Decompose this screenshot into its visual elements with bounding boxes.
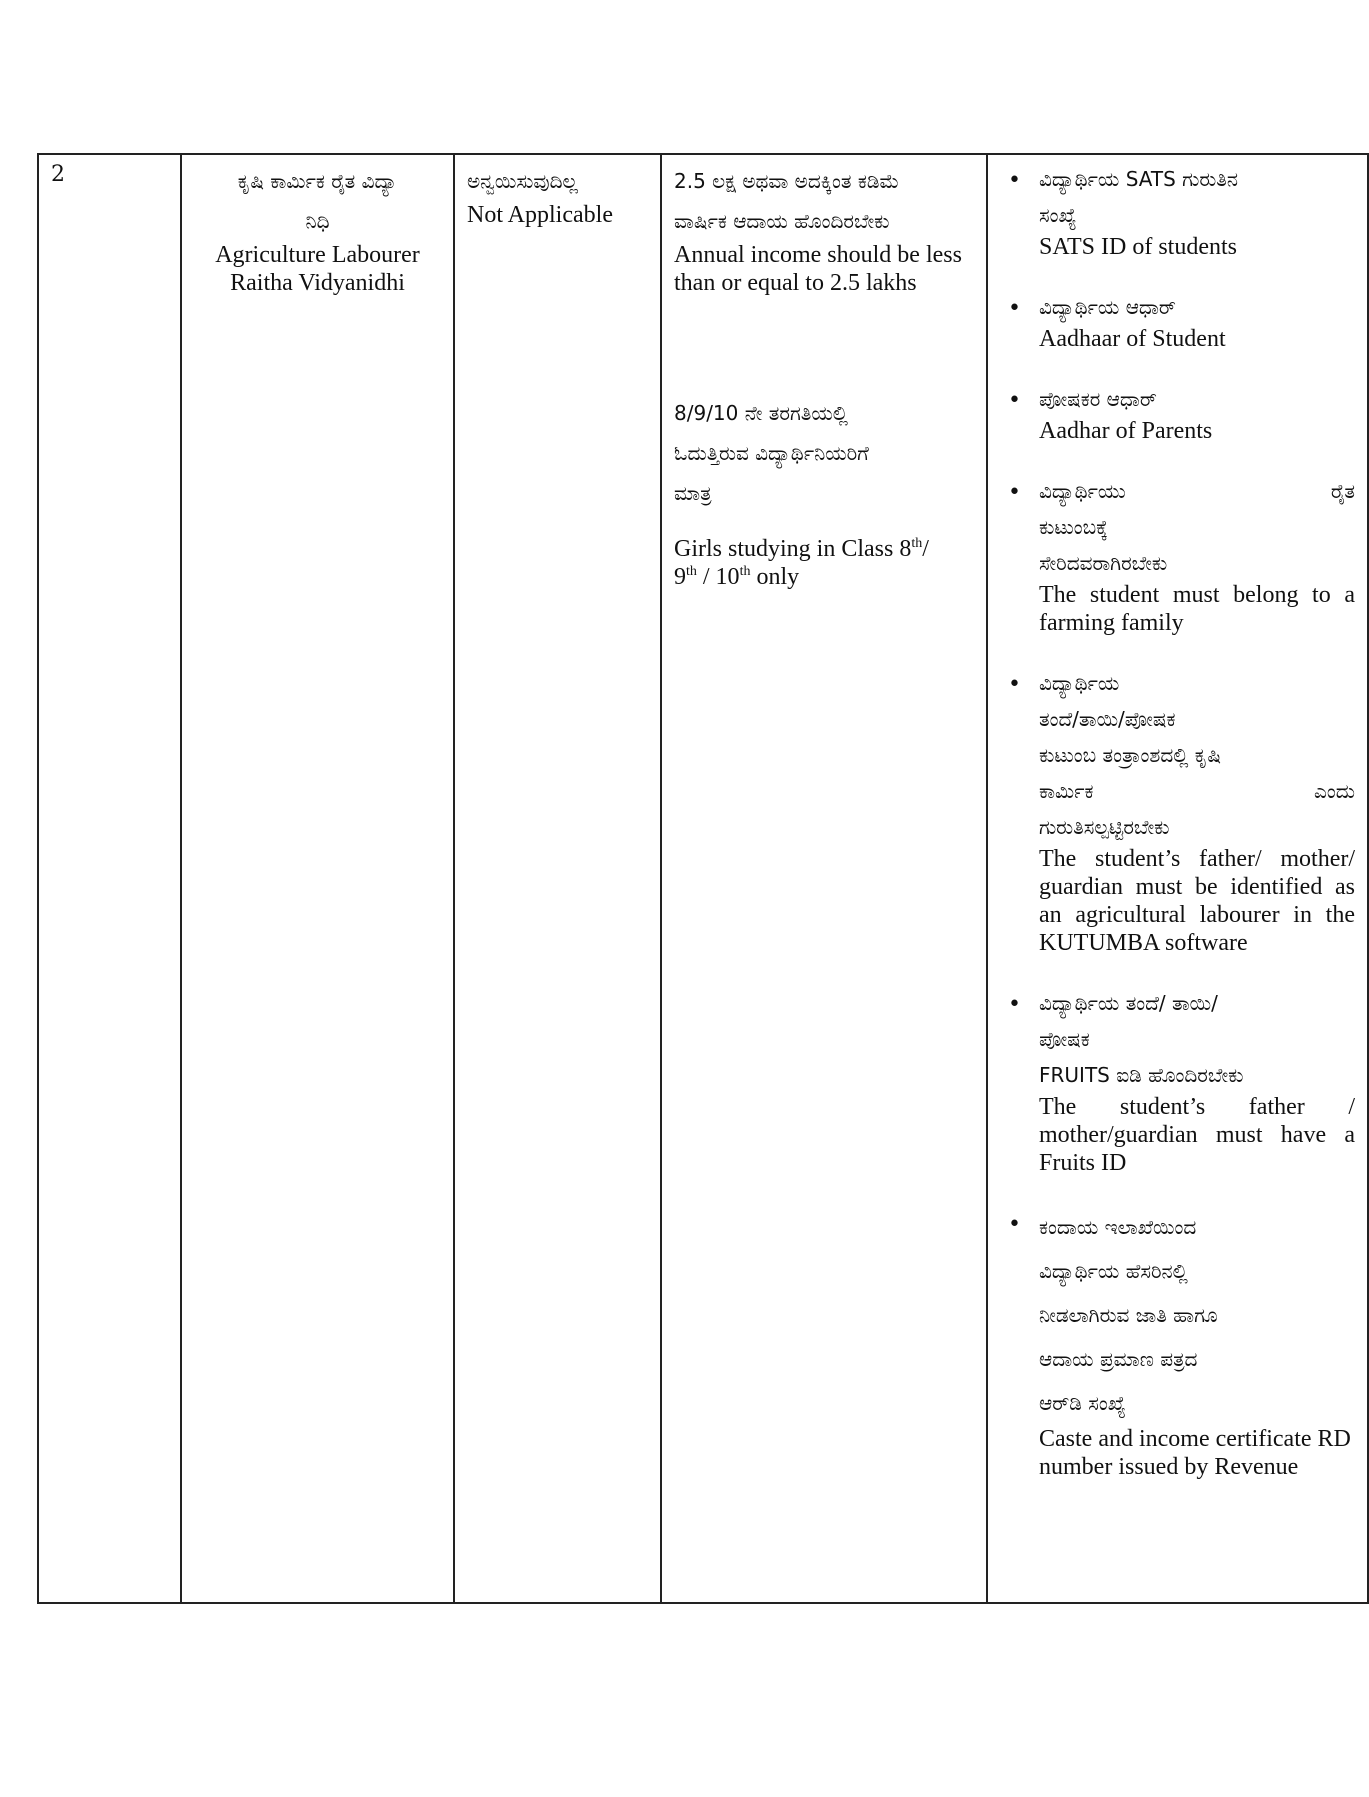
scheme-table — [37, 153, 1369, 1604]
list-item: • ವಿದ್ಯಾರ್ಥಿಯು ರೈತ ಕುಟುಂಬಕ್ಕೆ ಸೇರಿದವರಾಗಿರಬೇಕು The student must belong to a farming family — [1000, 473, 1355, 637]
list-item: • ವಿದ್ಯಾರ್ಥಿಯ ತಂದೆ/ ತಾಯಿ/ ಪೋಷಕ FRUITS ಐಡಿ ಹೊಂದಿರಬೇಕು The student’s father / mother/guardian must have a Fruits ID — [1000, 985, 1355, 1177]
documents-list — [1000, 161, 1355, 1481]
bullet-icon: • — [1008, 296, 1021, 321]
bullet-icon: • — [1008, 992, 1021, 1017]
scheme-name-english: Agriculture Labourer Raitha Vidyanidhi — [215, 242, 420, 296]
bullet-icon: • — [1008, 388, 1021, 413]
bullet-icon: • — [1008, 672, 1021, 697]
class-criteria-kannada: 8/9/10 ನೇ ತರಗತಿಯಲ್ಲಿ ಓದುತ್ತಿರುವ ವಿದ್ಯಾರ್ಥಿನಿಯರಿಗೆ ಮಾತ್ರ — [674, 401, 869, 505]
list-item: • ಕಂದಾಯ ಇಲಾಖೆಯಿಂದ ವಿದ್ಯಾರ್ಥಿಯ ಹೆಸರಿನಲ್ಲಿ ನೀಡಲಾಗಿರುವ ಜಾತಿ ಹಾಗೂ ಆದಾಯ ಪ್ರಮಾಣ ಪತ್ರದ ಆರ್‌ಡಿ ಸಂಖ್ಯೆ Caste and income certificate RD number issued by Revenue — [1000, 1205, 1355, 1481]
table-row — [38, 154, 1368, 1603]
income-criteria-kannada: 2.5 ಲಕ್ಷ ಅಥವಾ ಅದಕ್ಕಿಂತ ಕಡಿಮೆ ವಾರ್ಷಿಕ ಆದಾಯ ಹೊಂದಿರಬೇಕು — [674, 169, 900, 233]
scheme-name-kannada: ಕೃಷಿ ಕಾರ್ಮಿಕ ರೈತ ವಿದ್ಯಾ ನಿಧಿ — [237, 169, 398, 233]
eligibility-cell — [661, 154, 987, 1603]
applicability-kannada: ಅನ್ವಯಿಸುವುದಿಲ್ಲ — [467, 169, 578, 193]
list-item: • ವಿದ್ಯಾರ್ಥಿಯ ತಂದೆ/ತಾಯಿ/ಪೋಷಕ ಕುಟುಂಬ ತಂತ್ರಾಂಶದಲ್ಲಿ ಕೃಷಿ ಕಾರ್ಮಿಕ ಎಂದು ಗುರುತಿಸಲ್ಪಟ್ಟಿರಬೇಕು The student’s father/ mother/ guardian must be identified as an agricultural labourer in the KUTUMBA software — [1000, 665, 1355, 957]
class-criteria-english: Girls studying in Class 8th/ 9th / 10th only — [674, 536, 929, 590]
documents-cell — [987, 154, 1368, 1603]
list-item: • ವಿದ್ಯಾರ್ಥಿಯ SATS ಗುರುತಿನ ಸಂಖ್ಯೆ SATS ID of students — [1000, 161, 1355, 261]
bullet-icon: • — [1008, 1212, 1021, 1237]
list-item: • ಪೋಷಕರ ಆಧಾರ್ Aadhar of Parents — [1000, 381, 1355, 445]
bullet-icon: • — [1008, 168, 1021, 193]
spacer — [674, 297, 974, 393]
serial-cell — [38, 154, 181, 1603]
scheme-name-cell — [181, 154, 454, 1603]
bullet-icon: • — [1008, 480, 1021, 505]
income-criteria-english: Annual income should be less than or equal to 2.5 lakhs — [674, 242, 962, 296]
applicability-english: Not Applicable — [467, 202, 613, 228]
list-item: • ವಿದ್ಯಾರ್ಥಿಯ ಆಧಾರ್ Aadhaar of Student — [1000, 289, 1355, 353]
serial-number: 2 — [51, 162, 65, 187]
applicability-cell — [454, 154, 661, 1603]
